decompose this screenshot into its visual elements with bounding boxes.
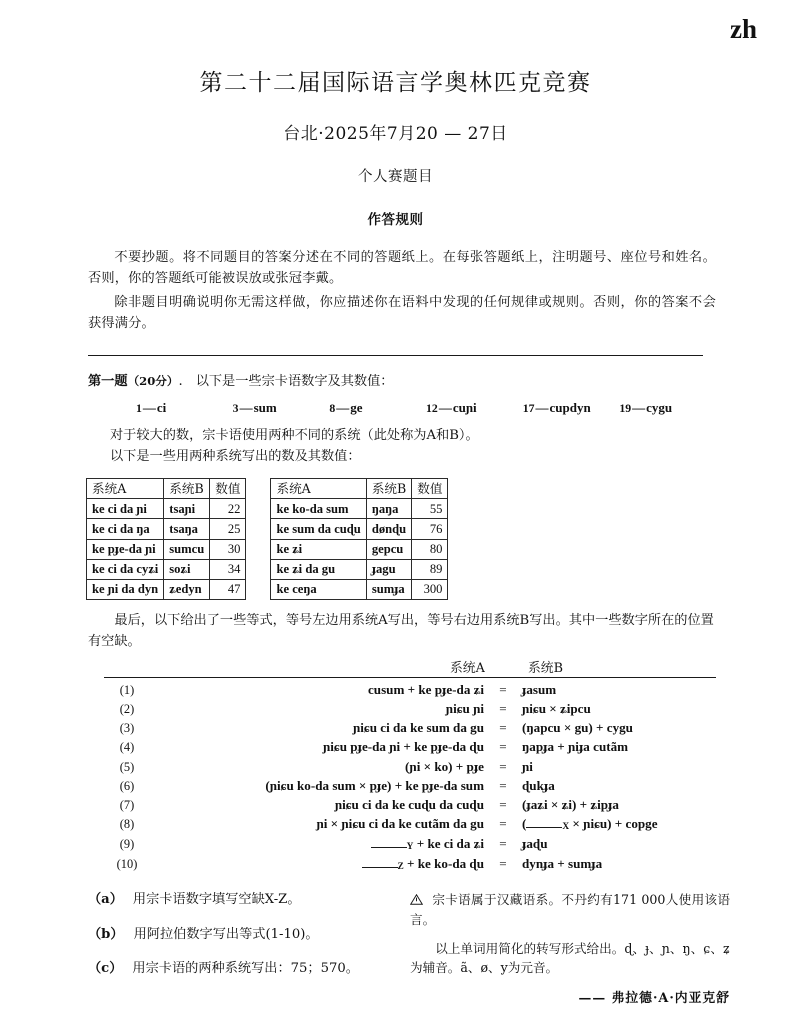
equation-number: (1) — [119, 682, 135, 697]
table-row — [271, 559, 448, 579]
lhs-suffix: + ke ko-da ɖu — [403, 855, 484, 871]
equation-number: (9) — [119, 837, 135, 852]
numeral-value: 3 — [232, 400, 239, 415]
problem-label: 第一题 — [88, 373, 128, 389]
numeral-item — [619, 400, 716, 416]
table-row — [87, 519, 246, 539]
equation-lhs: ɲiɕu pɟe-da ɲi + ke pɟe-da ɖu — [323, 739, 484, 755]
cell-system-b: ɟagu — [366, 559, 411, 579]
section-title: 个人赛题目 — [358, 169, 433, 185]
numeral-word: ci — [156, 399, 167, 415]
numeral-word: cygu — [646, 399, 673, 415]
numeral-dash: — — [142, 399, 156, 415]
equation-row — [104, 757, 716, 776]
equation-rhs: ɲi — [522, 758, 533, 774]
cell-system-b: ʑedyn — [164, 579, 210, 599]
equation-row — [104, 699, 716, 718]
cell-value: 80 — [412, 539, 448, 559]
blank-subscript: X — [562, 822, 570, 833]
equation-rhs: ŋapɟa + ɲiɟa cutãm — [522, 739, 629, 755]
cell-system-b: dønɖu — [366, 519, 411, 539]
table-row — [271, 499, 448, 519]
equations-list — [104, 677, 716, 874]
equation-number: (10) — [116, 856, 138, 871]
question-label: （b） — [88, 926, 124, 942]
table-header-row — [87, 479, 246, 499]
equation-row — [104, 795, 716, 814]
equation-row — [104, 834, 716, 854]
col-system-a: 系统A — [87, 479, 164, 499]
cell-value: 22 — [210, 499, 246, 519]
eq-col-system-b: 系统B — [528, 660, 563, 676]
cell-system-b: gepcu — [366, 539, 411, 559]
question-text: 用宗卡语数字填写空缺X-Z。 — [132, 891, 301, 907]
transliteration-note: 以上单词用简化的转写形式给出。ɖ、ɟ、ɲ、ŋ、ɕ、ʑ为辅音。ã、ø、y为元音。 — [410, 940, 730, 976]
col-system-b: 系统B — [366, 479, 411, 499]
lhs-suffix: + ke ci da ʑi — [413, 836, 484, 852]
cell-value: 300 — [412, 579, 448, 599]
question-label: （a） — [88, 891, 123, 907]
equations-section — [88, 600, 716, 874]
cell-value: 89 — [412, 559, 448, 579]
equation-lhs: ɲiɕu ci da ke cuɖu da cuɖu — [334, 797, 484, 813]
equation-number: (5) — [119, 759, 135, 774]
equals-sign: = — [499, 797, 507, 813]
table-row — [87, 539, 246, 559]
problem-points: （20分） — [127, 373, 179, 388]
table-row — [271, 519, 448, 539]
blank-subscript: Z — [397, 861, 404, 872]
cell-system-a: ke ɲi da dyn — [87, 579, 164, 599]
equation-number: (3) — [119, 721, 135, 736]
question-item-a — [88, 890, 410, 925]
question-item-c — [88, 959, 410, 994]
cell-system-a: ke ʑi — [271, 539, 366, 559]
event-subtitle: 台北·2025年7月20 — 27日 — [283, 124, 508, 144]
equation-lhs: (ɲi × ko) + pɟe — [405, 758, 484, 774]
equation-rhs: ɖukɟa — [522, 777, 555, 793]
equation-number: (4) — [119, 740, 135, 755]
numeral-dash: — — [632, 399, 646, 415]
numeral-value: 17 — [522, 400, 535, 415]
answer-blank[interactable] — [526, 817, 562, 828]
language-note-text: 宗卡语属于汉藏语系。不丹约有171 000人使用该语言。 — [410, 891, 730, 927]
cell-value: 34 — [210, 559, 246, 579]
equation-rhs: ɲiɕu × ʑipcu — [522, 700, 591, 716]
questions-list — [88, 890, 410, 1010]
problem-block — [88, 356, 716, 468]
rhs-prefix: ( — [522, 816, 527, 832]
cell-system-b: soʑi — [164, 559, 210, 579]
table-row — [87, 579, 246, 599]
cell-system-a: ke ceŋa — [271, 579, 366, 599]
equation-lhs: ɲiɕu ɲi — [445, 700, 484, 716]
equals-sign: = — [499, 700, 507, 716]
eq-col-system-a: 系统A — [450, 660, 485, 676]
cell-value: 30 — [210, 539, 246, 559]
equation-rhs: (ŋapcu × gu) + cygu — [522, 720, 633, 736]
equation-lhs: cusum + ke pɟe-da ʑi — [367, 681, 484, 697]
language-note — [410, 890, 730, 930]
numeral-table-left — [86, 478, 246, 600]
numeral-item — [329, 400, 426, 416]
warning-triangle-icon — [410, 891, 423, 902]
equation-row — [104, 814, 716, 834]
cell-system-b: sumɟa — [366, 579, 411, 599]
numeral-item — [426, 400, 523, 416]
page-title: 第二十二届国际语言学奥林匹克竞赛 — [199, 70, 592, 96]
col-system-a: 系统A — [271, 479, 366, 499]
bottom-section — [88, 874, 733, 1010]
cell-system-a: ke ci da ŋa — [87, 519, 164, 539]
footnote-block — [410, 890, 730, 1010]
numeral-value: 1 — [136, 400, 142, 415]
equation-row — [104, 718, 716, 737]
numeral-dash: — — [535, 399, 549, 415]
rules-paragraph-1: 不要抄题。将不同题目的答案分述在不同的答题纸上。在每张答题纸上，注明题号、座位号和姓名。否则，你的答题纸可能被误放或张冠李戴。 — [88, 250, 716, 287]
cell-system-b: sumcu — [164, 539, 210, 559]
numeral-table-right — [270, 478, 448, 600]
numeral-item — [136, 400, 233, 416]
spacer — [88, 657, 450, 676]
cell-system-a: ke sum da cuɖu — [271, 519, 366, 539]
col-system-b: 系统B — [164, 479, 210, 499]
equals-sign: = — [499, 836, 507, 852]
cell-value: 76 — [412, 519, 448, 539]
problem-intro: 以下是一些宗卡语数字及其数值： — [195, 373, 394, 389]
table-row — [271, 579, 448, 599]
equation-number: (6) — [119, 778, 135, 793]
answer-blank[interactable] — [362, 857, 398, 868]
equations-lead: 最后，以下给出了一些等式，等号左边用系统A写出，等号右边用系统B写出。其中一些数字所在的位置有空缺。 — [88, 612, 714, 650]
equals-sign: = — [499, 758, 507, 774]
equation-rhs: ɟasum — [522, 681, 557, 697]
col-value: 数值 — [412, 479, 448, 499]
cell-value: 25 — [210, 519, 246, 539]
rules-paragraph-2: 除非题目明确说明你无需这样做，你应描述你在语料中发现的任何规律或规则。否则，你的答案不会获得满分。 — [88, 294, 716, 332]
question-item-b — [88, 925, 410, 960]
data-tables-row — [0, 467, 791, 600]
numeral-dash: — — [336, 399, 350, 415]
equals-sign: = — [499, 720, 507, 736]
table-header-row — [271, 479, 448, 499]
language-tag: zh — [730, 14, 757, 44]
equation-row — [104, 854, 716, 874]
cell-system-b: tsaŋa — [164, 519, 210, 539]
equation-lhs-with-blank — [150, 854, 484, 874]
equals-sign: = — [499, 777, 507, 793]
numeral-dash: — — [239, 399, 253, 415]
numeral-value: 12 — [426, 400, 438, 415]
problem-heading — [88, 370, 716, 389]
equation-rhs: ɟaɖu — [522, 836, 548, 852]
equation-rhs: (ɟaʑi × ʑi) + ʑipɟa — [522, 797, 619, 813]
numeral-word: cupdyn — [549, 399, 591, 415]
numeral-item — [233, 400, 330, 416]
rules-heading: 作答规则 — [367, 212, 424, 228]
equation-rhs-with-blank — [522, 814, 658, 834]
col-value: 数值 — [210, 479, 246, 499]
numeral-word: ge — [350, 399, 363, 415]
equation-lhs: (ɲiɕu ko-da sum × pɟe) + ke pɟe-da sum — [265, 777, 484, 793]
cell-value: 55 — [412, 499, 448, 519]
systems-paragraph: 对于较大的数，宗卡语使用两种不同的系统（此处称为A和B）。 — [110, 427, 479, 443]
equation-number: (2) — [119, 701, 135, 716]
cell-system-a: ke ci da ɲi — [87, 499, 164, 519]
cell-system-a: ke pɟe-da ɲi — [87, 539, 164, 559]
question-label: （c） — [88, 961, 123, 977]
equals-sign: = — [499, 739, 507, 755]
question-text: 用阿拉伯数字写出等式(1-10)。 — [133, 926, 319, 942]
author-credit: —— 弗拉德·A·内亚克舒 — [578, 991, 730, 1007]
equals-sign: = — [499, 855, 507, 871]
numeral-dash: — — [438, 399, 452, 415]
equation-row — [104, 680, 716, 699]
cell-value: 47 — [210, 579, 246, 599]
numeral-list — [88, 389, 716, 425]
equation-number: (7) — [119, 798, 135, 813]
cell-system-b: tsaɲi — [164, 499, 210, 519]
question-text: 用宗卡语的两种系统写出：75；570。 — [132, 961, 359, 977]
equation-row — [104, 737, 716, 756]
table-row — [87, 499, 246, 519]
equals-sign: = — [499, 681, 507, 697]
answer-blank[interactable] — [371, 837, 407, 848]
cell-system-a: ke ʑi da gu — [271, 559, 366, 579]
equation-lhs-with-blank — [150, 834, 484, 854]
numeral-word: cuɲi — [452, 399, 477, 415]
table-row — [271, 539, 448, 559]
numeral-value: 8 — [329, 400, 336, 415]
cell-system-b: ŋaŋa — [366, 499, 411, 519]
equals-sign: = — [499, 816, 507, 832]
tables-lead-paragraph: 以下是一些用两种系统写出的数及其数值： — [110, 448, 361, 464]
numeral-value: 19 — [619, 400, 632, 415]
numeral-word: sum — [253, 399, 277, 415]
equation-lhs: ɲiɕu ci da ke sum da gu — [353, 720, 484, 736]
equation-number: (8) — [119, 817, 135, 832]
equations-column-headers — [88, 653, 716, 676]
table-row — [87, 559, 246, 579]
rules-block — [88, 228, 716, 335]
blank-subscript: Y — [406, 842, 414, 853]
problem-dot: . — [178, 373, 183, 389]
cell-system-a: ke ko-da sum — [271, 499, 366, 519]
equation-row — [104, 776, 716, 795]
rhs-suffix: × ɲiɕu) + copge — [569, 816, 658, 832]
cell-system-a: ke ci da cyʑi — [87, 559, 164, 579]
numeral-item — [523, 400, 620, 416]
equation-lhs: ɲi × ɲiɕu ci da ke cutãm da gu — [316, 816, 484, 832]
equation-rhs: dynɟa + sumɟa — [522, 855, 603, 871]
